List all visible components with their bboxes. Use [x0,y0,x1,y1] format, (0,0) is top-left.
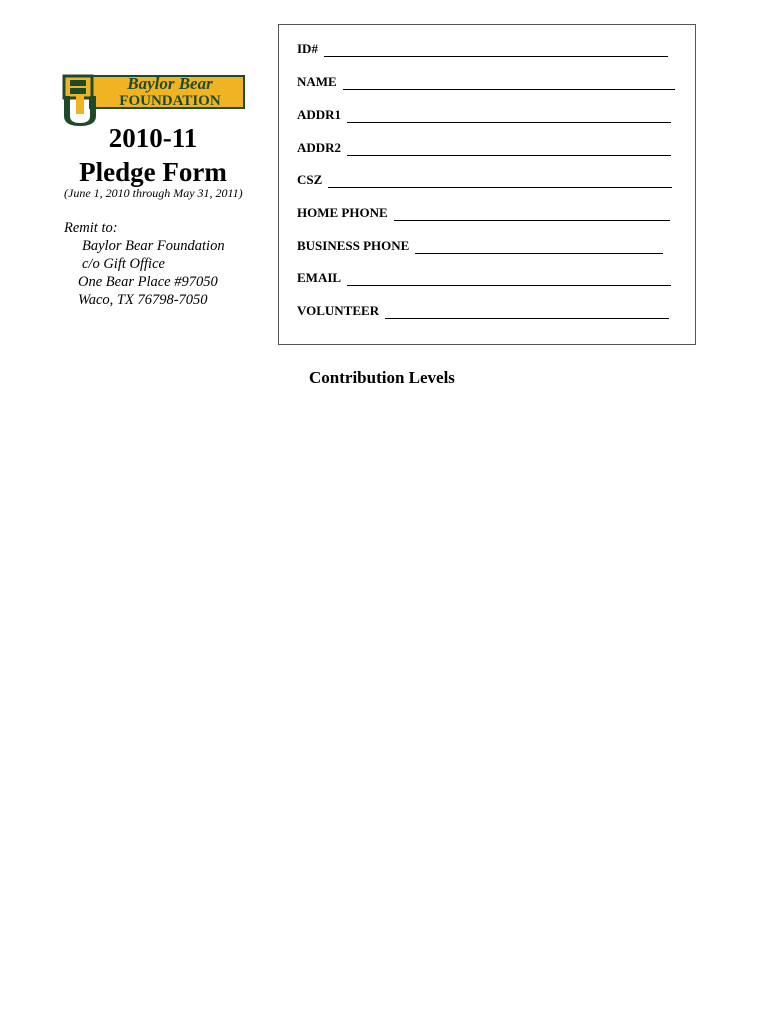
title-block [48,122,258,188]
email-label: EMAIL [297,270,342,285]
addr1-field [297,107,671,123]
volunteer-field [297,303,669,319]
id-label: ID# [297,41,318,56]
addr1-input-line[interactable] [347,111,671,123]
business-phone-field [297,238,663,254]
business-phone-label: BUSINESS PHONE [297,238,410,253]
name-label: NAME [297,74,337,89]
csz-input-line[interactable] [328,176,672,188]
remit-address [64,219,225,309]
home-phone-input-line[interactable] [394,209,670,221]
volunteer-label: VOLUNTEER [297,303,380,318]
remit-line-4: Waco, TX 76798-7050 [78,292,208,308]
addr1-label: ADDR1 [297,107,342,122]
contribution-levels-heading: Contribution Levels [309,368,455,387]
addr2-input-line[interactable] [347,144,671,156]
pledge-period: (June 1, 2010 through May 31, 2011) [64,186,243,200]
id-field [297,41,668,57]
csz-label: CSZ [297,172,323,187]
home-phone-field [297,205,670,221]
remit-line-2: c/o Gift Office [82,256,165,272]
remit-heading: Remit to: [64,220,118,236]
name-field [297,74,675,90]
form-year: 2010-11 [108,123,198,153]
remit-line-3: One Bear Place #97050 [78,274,218,290]
email-field [297,270,671,286]
name-input-line[interactable] [343,78,675,90]
remit-line-1: Baylor Bear Foundation [82,238,225,254]
logo-graphic [62,66,246,126]
logo-line2: FOUNDATION [119,93,221,109]
form-title: Pledge Form [79,157,227,187]
id-input-line[interactable] [324,45,668,57]
addr2-field [297,140,671,156]
baylor-bear-foundation-logo [62,66,246,126]
csz-field [297,172,672,188]
home-phone-label: HOME PHONE [297,205,388,220]
volunteer-input-line[interactable] [385,307,669,319]
addr2-label: ADDR2 [297,140,342,155]
logo-line1: Baylor Bear [127,74,213,93]
email-input-line[interactable] [347,274,671,286]
business-phone-input-line[interactable] [415,242,663,254]
donor-info-box [278,24,696,345]
